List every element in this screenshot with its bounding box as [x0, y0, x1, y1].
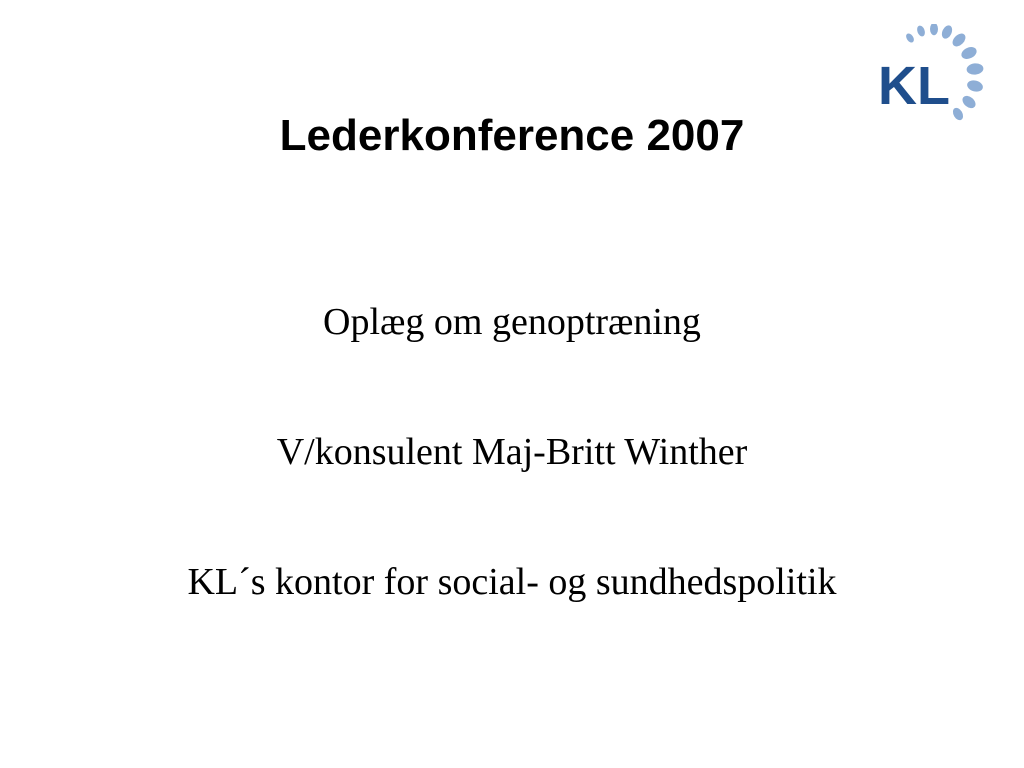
subtitle-line-3: KL´s kontor for social- og sundhedspolitik: [187, 561, 837, 603]
subtitle-line-1: Oplæg om genoptræning: [323, 301, 701, 343]
slide-title: Lederkonference 2007: [279, 111, 745, 160]
logo-text: KL: [878, 56, 950, 116]
subtitle-line-2: V/konsulent Maj-Britt Winther: [276, 431, 748, 473]
